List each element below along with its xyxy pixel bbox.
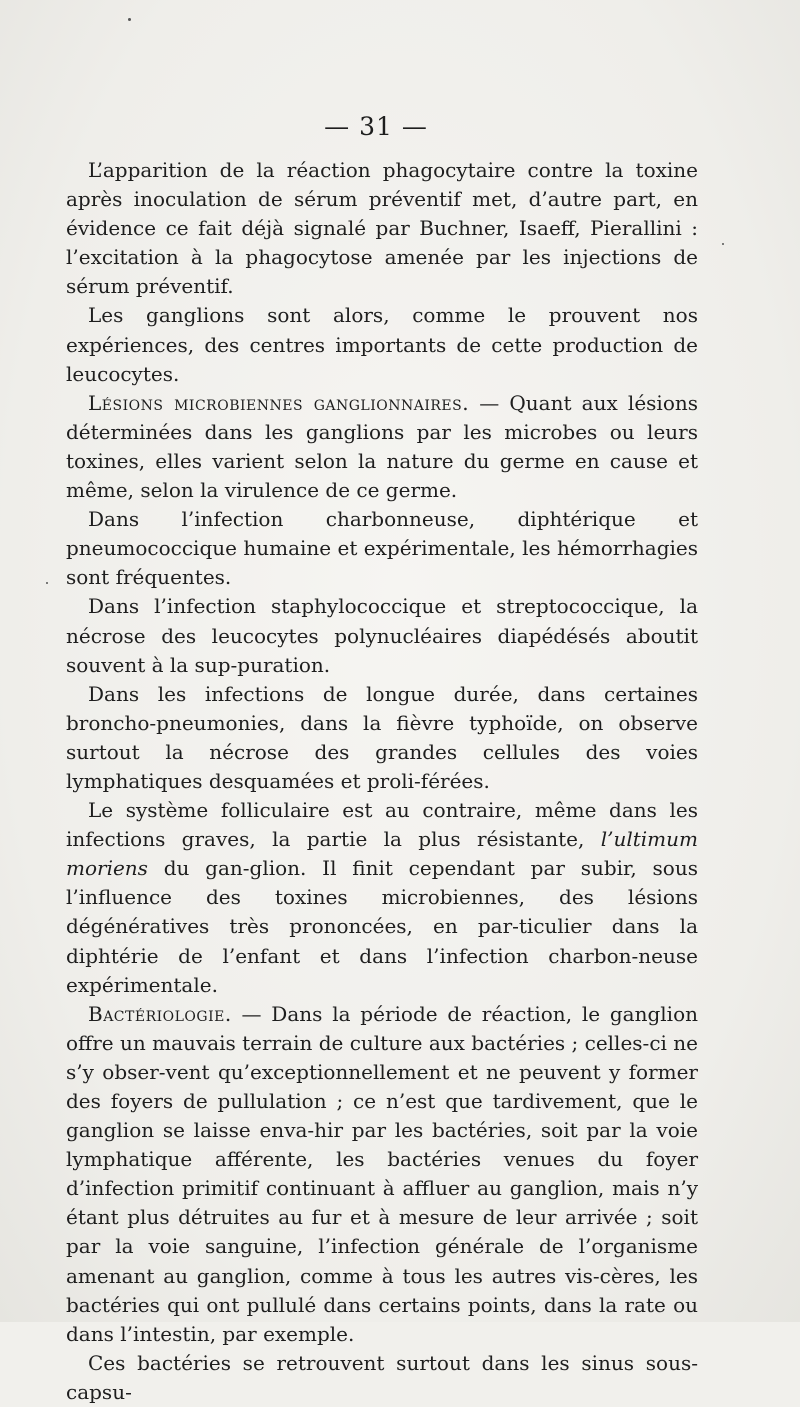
- body-text: [66, 156, 698, 1407]
- paragraph: [66, 592, 698, 679]
- scan-speck: [128, 18, 131, 21]
- paragraph: [66, 156, 698, 301]
- page-number: — 31 —: [324, 112, 428, 141]
- scan-speck: [46, 582, 48, 584]
- paragraph-text: Les ganglions sont alors, comme le prouvent nos expériences, des centres importants de cette production de leucocytes.: [66, 303, 698, 386]
- section-heading: Bactériologie.: [88, 1001, 232, 1026]
- paragraph-text: Dans l’infection staphylococcique et streptococcique, la nécrose des leucocytes polynucléaires diapédésés aboutit souvent à la sup-puration.: [66, 594, 698, 677]
- paragraph: [66, 505, 698, 592]
- scan-speck: [722, 243, 724, 245]
- paragraph-text: — Quant aux lésions déterminées dans les ganglions par les microbes ou leurs toxines, elles varient selon la nature du germe en cause et même, selon la virulence de ce germe.: [66, 390, 699, 503]
- paragraph-text: du gan-glion. Il finit cependant par subir, sous l’influence des toxines microbiennes, des lésions dégénératives très prononcées, en par-ticulier dans la diphtérie de l’enfant et dans l’infection charbon-neuse expérimentale.: [66, 856, 698, 997]
- paragraph: [66, 301, 698, 388]
- paragraph-text: Dans les infections de longue durée, dans certaines broncho-pneumonies, dans la fièvre typhoïde, on observe surtout la nécrose des grandes cellules des voies lymphatiques desquamées et proli-férées.: [66, 681, 698, 793]
- paragraph-text: L’apparition de la réaction phagocytaire contre la toxine après inoculation de sérum préventif met, d’autre part, en évidence ce fait déjà signalé par Buchner, Isaeff, Pierallini : l’excitation à la phagocytose amenée par les injections de sérum préventif.: [66, 158, 698, 299]
- section-heading: Lésions microbiennes ganglionnaires.: [88, 390, 470, 415]
- paragraph: [66, 389, 698, 505]
- paragraph-text: — Dans la période de réaction, le ganglion offre un mauvais terrain de culture aux bactéries ; celles-ci ne s’y obser-vent qu’exceptionnellement et ne peuvent y former des foyers de pullulation ; ce n’est que tardivement, que le ganglion se laisse enva-hir par les bactéries, soit par la voie lymphatique afférente, les bactéries venues du foyer d’infection primitif continuant à affluer au ganglion, mais n’y étant plus détruites au fur et à mesure de leur arrivée ; soit par la voie sanguine, l’infection générale de l’organisme amenant au ganglion, comme à tous les autres vis-cères, les bactéries qui ont pullulé dans certains points, dans la rate ou dans l’intestin, par exemple.: [66, 1001, 698, 1346]
- paragraph-text: Le système folliculaire est au contraire, même dans les infections graves, la partie la plus résistante,: [66, 798, 698, 852]
- italic-phrase: l’ultimum moriens: [66, 827, 698, 881]
- paragraph: [66, 1000, 698, 1349]
- paragraph-text: Dans l’infection charbonneuse, diphtérique et pneumococcique humaine et expérimentale, les hémorrhagies sont fréquentes.: [66, 507, 698, 590]
- paragraph: [66, 1349, 698, 1407]
- paragraph-text: Ces bactéries se retrouvent surtout dans les sinus sous-capsu-: [66, 1350, 698, 1404]
- paragraph: [66, 796, 698, 1000]
- paragraph: [66, 680, 698, 796]
